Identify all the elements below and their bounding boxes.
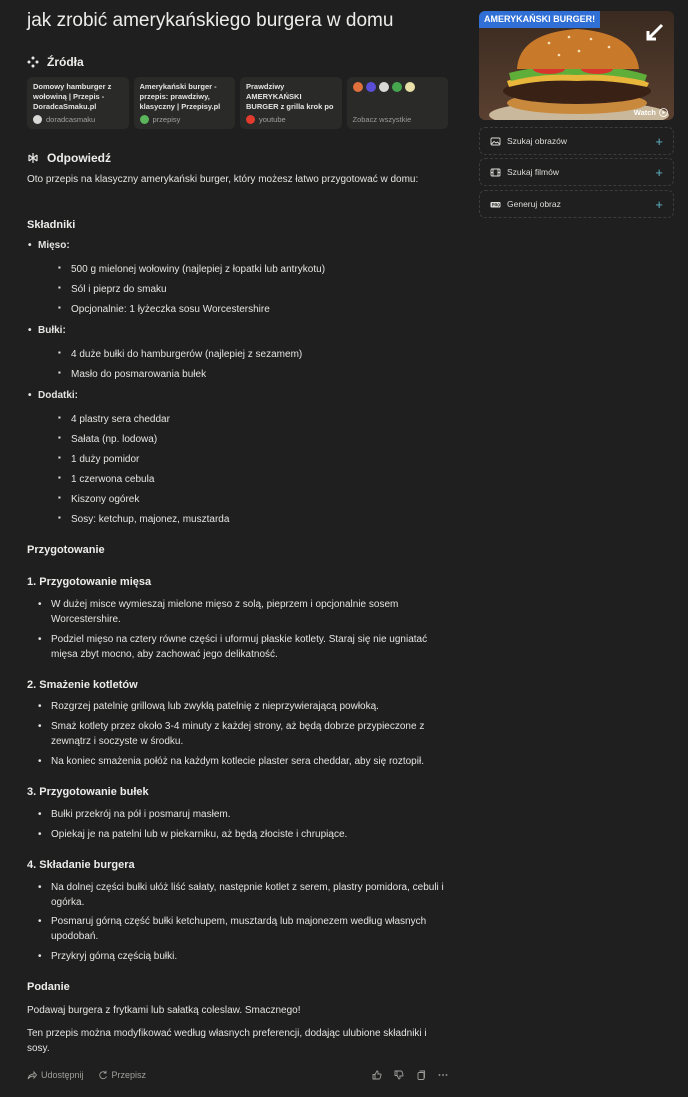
feedback-actions [372, 1070, 448, 1080]
step-item: • Opiekaj je na patelni lub w piekarniku, aż będą złociste i chrupiące. [51, 827, 449, 842]
ingredient-item: ▪ 1 duży pomidor [71, 454, 139, 465]
serving-text: Podawaj burgera z frytkami lub sałatką coleslaw. Smacznego! [27, 1005, 301, 1016]
play-icon [659, 108, 668, 117]
ingredient-group-label: • Dodatki: [38, 390, 78, 401]
source-site: przepisy [152, 115, 181, 124]
source-meta [140, 115, 230, 124]
przepisy-favicon-icon [140, 115, 149, 124]
plus-icon: + [655, 164, 663, 180]
ingredient-group-label: • Mięso: [38, 240, 70, 251]
plus-icon: + [655, 133, 663, 149]
source-card-2[interactable] [134, 77, 236, 129]
film-icon [490, 167, 501, 178]
ingredients-heading: Składniki [27, 219, 76, 231]
answer-logo-icon [27, 152, 39, 164]
sources-heading [27, 55, 84, 69]
plus-icon: + [655, 196, 663, 212]
watch-label: Watch [633, 108, 656, 117]
sources-icon [27, 56, 39, 68]
favicon-icon [379, 82, 389, 92]
favicon-icon [353, 82, 363, 92]
ingredient-item: ▪ 4 duże bułki do hamburgerów (najlepiej z sezamem) [71, 349, 302, 360]
step-item: • Przykryj górną częścią bułki. [51, 949, 449, 964]
ingredient-item: ▪ Masło do posmarowania bułek [71, 369, 206, 380]
preparation-heading: Przygotowanie [27, 544, 105, 556]
step-title: 3. Przygotowanie bułek [27, 786, 149, 798]
see-all-label: Zobacz wszystkie [352, 115, 412, 124]
ingredient-item: ▪ Sosy: ketchup, majonez, musztarda [71, 514, 229, 525]
closing-text: Ten przepis można modyfikować według własnych preferencji, dodając ulubione składniki i sosy. [27, 1028, 427, 1054]
see-all-sources-card[interactable] [347, 77, 449, 129]
step-item: • Na koniec smażenia połóż na każdym kotlecie plaster sera cheddar, aby się roztopił. [51, 754, 449, 769]
source-card-1[interactable] [27, 77, 129, 129]
step-item: • Posmaruj górną część bułki ketchupem, musztardą lub majonezem według własnych upodobań. [51, 914, 449, 944]
share-label: Udostępnij [41, 1070, 84, 1080]
source-meta [246, 115, 336, 124]
step-item: • Smaż kotlety przez około 3-4 minuty z każdej strony, aż będą dobrze przypieczone z zewnątrz i soczyste w środku. [51, 719, 449, 749]
serving-heading: Podanie [27, 981, 70, 993]
watch-button[interactable] [634, 108, 668, 117]
step-title: 4. Składanie burgera [27, 859, 135, 871]
page-title: jak zrobić amerykańskiego burgera w domu [27, 10, 394, 31]
share-button[interactable] [27, 1070, 84, 1080]
ingredient-item: ▪ Sałata (np. lodowa) [71, 434, 157, 445]
expand-arrow-icon [642, 23, 664, 50]
thumbs-up-icon[interactable] [372, 1070, 382, 1080]
youtube-favicon-icon [246, 115, 255, 124]
ingredient-item: ▪ 4 plastry sera cheddar [71, 414, 170, 425]
favicon-icon [392, 82, 402, 92]
answer-heading [27, 151, 111, 165]
generate-image-button[interactable] [479, 190, 674, 218]
source-card-3[interactable] [240, 77, 342, 129]
rewrite-icon [98, 1070, 108, 1080]
copy-icon[interactable] [416, 1070, 426, 1080]
rewrite-label: Przepisz [111, 1070, 147, 1080]
ingredient-item: ▪ Opcjonalnie: 1 łyżeczka sosu Worcestershire [71, 304, 270, 315]
source-site: doradcasmaku [46, 115, 96, 124]
rewrite-button[interactable] [98, 1070, 147, 1080]
ingredient-group-label: • Bułki: [38, 325, 66, 336]
ingredient-item: ▪ 500 g mielonej wołowiny (najlepiej z łopatki lub antrykotu) [71, 264, 325, 275]
step-title: 1. Przygotowanie mięsa [27, 576, 152, 588]
favicon-icon [405, 82, 415, 92]
image-icon [490, 136, 501, 147]
step-title: 2. Smażenie kotletów [27, 679, 138, 691]
answer-actions [27, 1070, 448, 1080]
video-thumbnail[interactable] [479, 11, 674, 120]
source-meta [33, 115, 123, 124]
sources-heading-label: Źródła [47, 55, 84, 69]
generate-image-label: Generuj obraz [507, 199, 561, 209]
ingredient-item: ▪ Kiszony ogórek [71, 494, 139, 505]
step-item: • Rozgrzej patelnię grillową lub zwykłą patelnię z nieprzywierającą powłoką. [51, 699, 449, 714]
step-item: • W dużej misce wymieszaj mielone mięso z solą, pieprzem i opcjonalnie sosem Worcestershire. [51, 597, 449, 627]
search-videos-label: Szukaj filmów [507, 167, 559, 177]
more-icon[interactable] [438, 1070, 448, 1080]
pro-generate-icon [490, 199, 501, 210]
doradcasmaku-favicon-icon [33, 115, 42, 124]
answer-intro: Oto przepis na klasyczny amerykański burger, który możesz łatwo przygotować w domu: [27, 174, 419, 185]
source-title: Domowy hamburger z wołowiną | Przepis - DoradcaSmaku.pl [33, 82, 112, 111]
step-item: • Na dolnej części bułki ułóż liść sałaty, następnie kotlet z serem, plastry pomidora, cebuli i ogórka. [51, 880, 449, 910]
share-icon [27, 1070, 37, 1080]
step-item: • Podziel mięso na cztery równe części i uformuj płaskie kotlety. Staraj się nie ugniatać mięsa zbyt mocno, aby zachować jego delikatność. [51, 632, 449, 662]
favicon-icon [366, 82, 376, 92]
thumbs-down-icon[interactable] [394, 1070, 404, 1080]
source-site: youtube [259, 115, 286, 124]
step-item: • Bułki przekrój na pół i posmaruj masłem. [51, 807, 449, 822]
video-caption: AMERYKAŃSKI BURGER! [479, 11, 600, 28]
ingredient-item: ▪ Sól i pieprz do smaku [71, 284, 167, 295]
source-title: Prawdziwy AMERYKAŃSKI BURGER z grilla krok po [246, 82, 334, 111]
source-title: Amerykański burger - przepis: prawdziwy, klasyczny | Przepisy.pl [139, 82, 221, 111]
sources-list [27, 77, 448, 129]
answer-heading-label: Odpowiedź [47, 151, 111, 165]
see-all-favicons [353, 82, 443, 92]
search-videos-button[interactable] [479, 158, 674, 186]
search-images-label: Szukaj obrazów [507, 136, 568, 146]
search-images-button[interactable] [479, 127, 674, 155]
ingredient-item: ▪ 1 czerwona cebula [71, 474, 154, 485]
